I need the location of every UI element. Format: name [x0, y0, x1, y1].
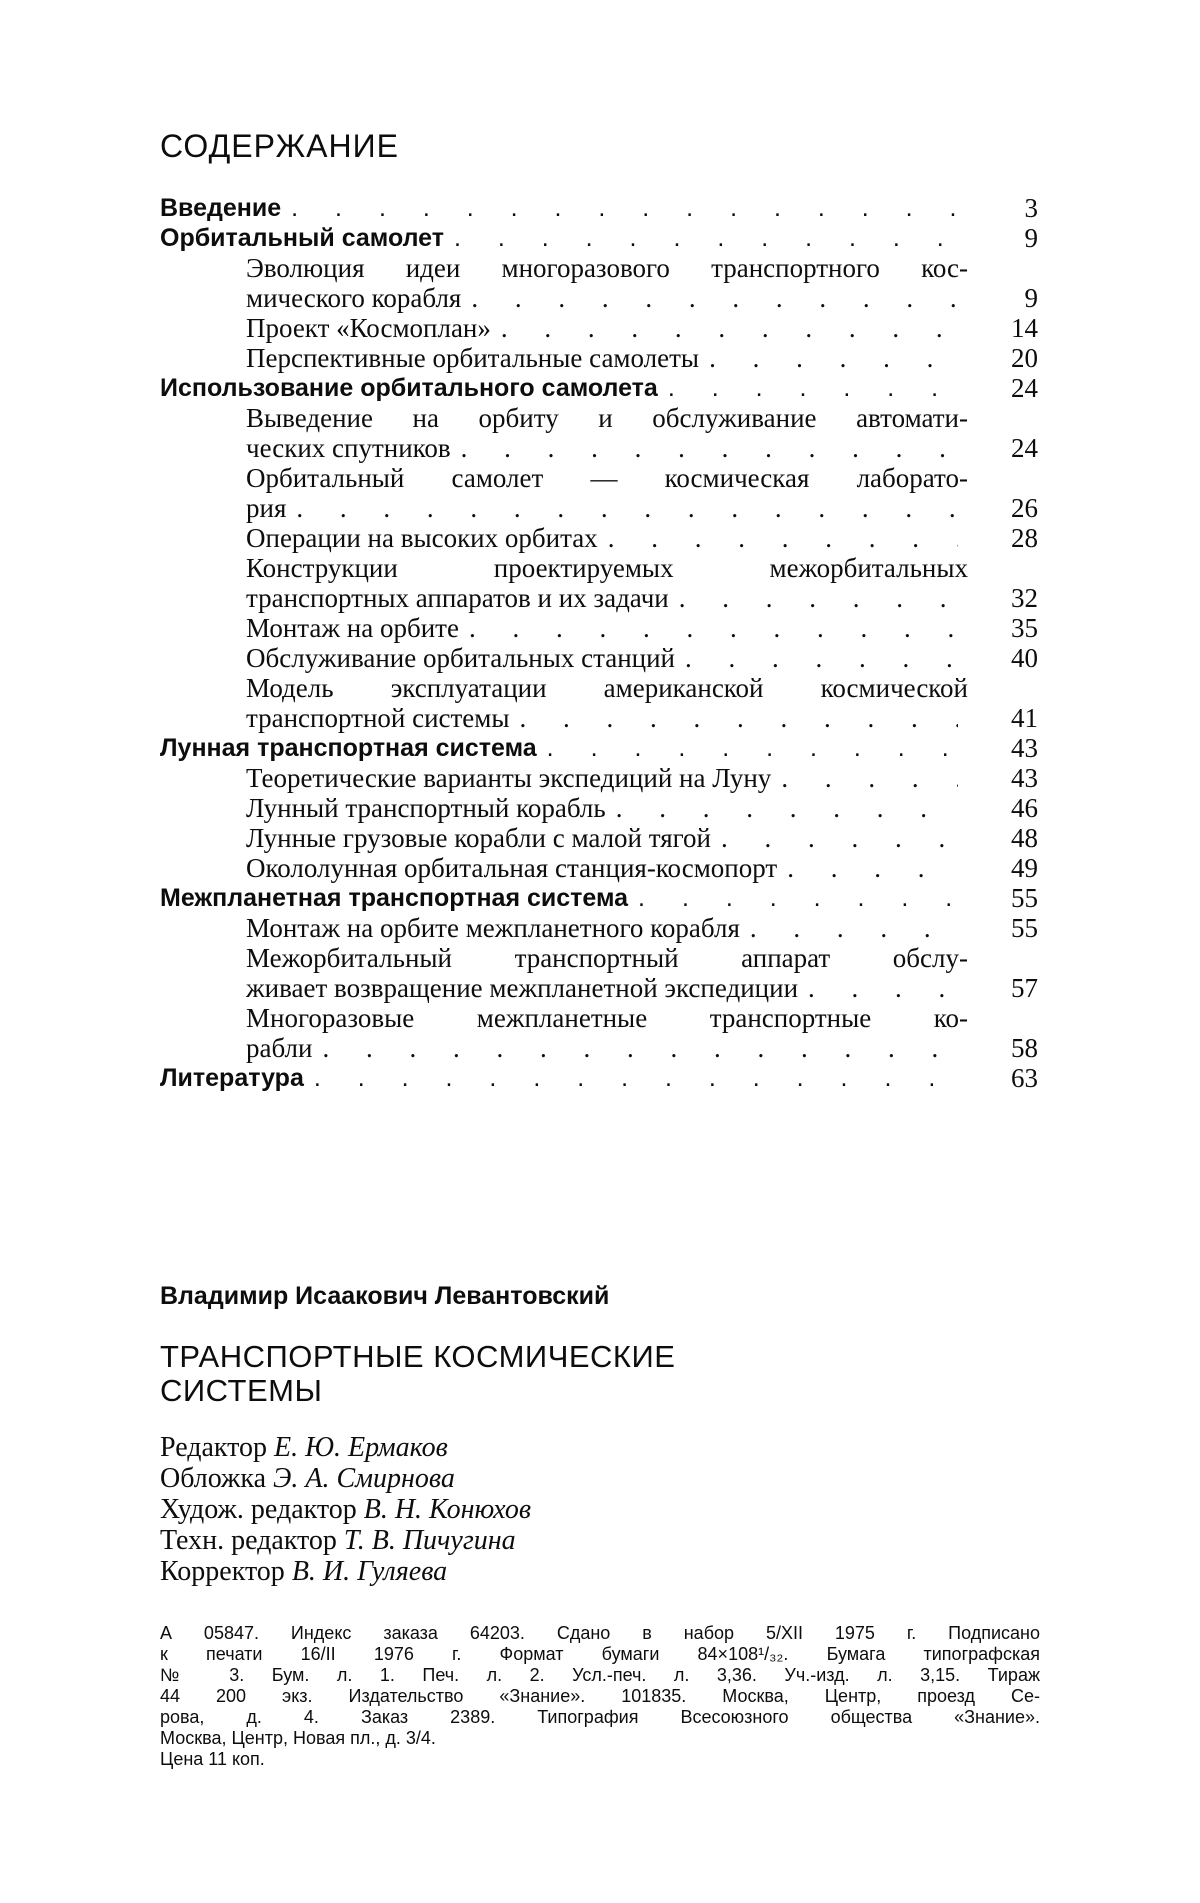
- dot-leader: [808, 973, 958, 1003]
- toc-subsection: [160, 853, 1038, 883]
- toc-entry-title-line: Конструкции проектируемых межорбитальных: [246, 553, 968, 583]
- toc-page-number: 20: [1011, 343, 1038, 373]
- toc-entry-title: Теоретические варианты экспедиций на Луну: [246, 763, 772, 793]
- credits: [160, 1432, 531, 1587]
- toc-page-number: 55: [1011, 883, 1038, 913]
- toc-entry-title: живает возвращение межпланетной экспедиции: [246, 973, 799, 1003]
- toc-page-number: 49: [1011, 853, 1038, 883]
- toc-entry-row: [160, 883, 1038, 913]
- table-of-contents: [160, 193, 1038, 1093]
- toc-subsection: [160, 943, 1038, 1003]
- toc-page-number: 24: [1011, 373, 1038, 403]
- toc-heading: СОДЕРЖАНИЕ: [160, 128, 399, 164]
- dot-leader: [501, 313, 958, 343]
- credit-role: Корректор: [160, 1556, 285, 1587]
- toc-page-number: 9: [1024, 283, 1038, 313]
- toc-entry-title: Перспективные орбитальные самолеты: [246, 343, 700, 373]
- toc-page-number: 46: [1011, 793, 1038, 823]
- dot-leader: [679, 583, 958, 613]
- credit-person: Т. В. Пичугина: [343, 1525, 516, 1556]
- toc-entry-row: [246, 343, 1038, 373]
- credit-person: В. Н. Конюхов: [363, 1494, 531, 1525]
- toc-page-number: 14: [1011, 313, 1038, 343]
- toc-page-number: 63: [1011, 1063, 1038, 1093]
- toc-subsection: [160, 763, 1038, 793]
- toc-subsection: [160, 823, 1038, 853]
- credit-person: Э. А. Смирнова: [273, 1463, 455, 1494]
- toc-entry-title-line: Модель эксплуатации американской космической: [246, 673, 968, 703]
- dot-leader: [787, 853, 958, 883]
- toc-subsection: [160, 523, 1038, 553]
- toc-page-number: 28: [1011, 523, 1038, 553]
- toc-entry-row: [246, 973, 1038, 1003]
- imprint: [160, 1623, 1040, 1770]
- dot-leader: [721, 823, 958, 853]
- toc-entry-row: [160, 1063, 1038, 1093]
- toc-entry-row: [246, 613, 1038, 643]
- book-title: [160, 1340, 675, 1408]
- toc-entry-title: мического корабля: [246, 283, 462, 313]
- toc-entry-title-line: Орбитальный самолет — космическая лаборато-: [246, 463, 968, 493]
- toc-entry-title: Операции на высоких орбитах: [246, 523, 598, 553]
- toc-subsection: [160, 553, 1038, 613]
- toc-subsection: [160, 793, 1038, 823]
- toc-entry-title-line: Выведение на орбиту и обслуживание автомати-: [246, 403, 968, 433]
- toc-entry-title: Введение: [160, 194, 282, 222]
- toc-subsection: [160, 643, 1038, 673]
- toc-subsection: [160, 613, 1038, 643]
- imprint-line: № 3. Бум. л. 1. Печ. л. 2. Усл.-печ. л. 3,36. Уч.-изд. л. 3,15. Тираж: [160, 1665, 1040, 1685]
- toc-entry-row: [246, 493, 1038, 523]
- dot-leader: [547, 733, 958, 763]
- book-title-line: ТРАНСПОРТНЫЕ КОСМИЧЕСКИЕ: [160, 1339, 676, 1374]
- toc-subsection: [160, 253, 1038, 313]
- toc-entry-row: [246, 433, 1038, 463]
- toc-page-number: 57: [1011, 973, 1038, 1003]
- toc-page-number: 43: [1011, 763, 1038, 793]
- credit-role: Худож. редактор: [160, 1494, 357, 1525]
- toc-entry-title: Литература: [160, 1064, 304, 1092]
- toc-section: [160, 193, 1038, 223]
- imprint-line: к печати 16/II 1976 г. Формат бумаги 84×108¹/₃₂. Бумага типографская: [160, 1644, 1040, 1664]
- toc-entry-row: [246, 763, 1038, 793]
- dot-leader: [471, 283, 958, 313]
- imprint-line: 44 200 экз. Издательство «Знание». 101835. Москва, Центр, проезд Се-: [160, 1686, 1040, 1706]
- toc-page-number: 41: [1011, 703, 1038, 733]
- credit-editor: [160, 1432, 531, 1463]
- toc-subsection: [160, 313, 1038, 343]
- toc-entry-title: транспортных аппаратов и их задачи: [246, 583, 669, 613]
- toc-section: [160, 1063, 1038, 1093]
- toc-entry-title: Лунные грузовые корабли с малой тягой: [246, 823, 711, 853]
- toc-subsection: [160, 673, 1038, 733]
- credit-role: Редактор: [160, 1432, 268, 1463]
- toc-entry-title: рия: [246, 493, 287, 523]
- toc-page-number: 32: [1011, 583, 1038, 613]
- toc-entry-row: [246, 523, 1038, 553]
- book-title-line: СИСТЕМЫ: [160, 1373, 323, 1408]
- toc-entry-title: ческих спутников: [246, 433, 451, 463]
- toc-entry-row: [246, 823, 1038, 853]
- toc-entry-title-line: Межорбитальный транспортный аппарат обслу-: [246, 943, 968, 973]
- toc-entry-title: рабли: [246, 1033, 313, 1063]
- toc-subsection: [160, 343, 1038, 373]
- dot-leader: [709, 343, 958, 373]
- toc-entry-row: [246, 643, 1038, 673]
- toc-section: [160, 223, 1038, 253]
- toc-entry-row: [160, 193, 1038, 223]
- toc-entry-title-line: Эволюция идеи многоразового транспортного кос-: [246, 253, 968, 283]
- toc-page-number: 58: [1011, 1033, 1038, 1063]
- toc-page-number: 9: [1024, 223, 1038, 253]
- author-name: Владимир Исаакович Левантовский: [160, 1282, 610, 1310]
- toc-entry-row: [160, 223, 1038, 253]
- dot-leader: [781, 763, 958, 793]
- dot-leader: [314, 1063, 958, 1093]
- toc-entry-row: [246, 793, 1038, 823]
- dot-leader: [469, 613, 958, 643]
- toc-entry-row: [246, 1033, 1038, 1063]
- toc-entry-row: [246, 703, 1038, 733]
- toc-entry-title: Окололунная орбитальная станция-космопорт: [246, 853, 778, 883]
- dot-leader: [296, 493, 958, 523]
- toc-subsection: [160, 403, 1038, 463]
- dot-leader: [322, 1033, 958, 1063]
- toc-entry-row: [246, 283, 1038, 313]
- toc-entry-row: [160, 733, 1038, 763]
- credit-role: Техн. редактор: [160, 1525, 337, 1556]
- credit-tech-editor: [160, 1525, 531, 1556]
- toc-entry-title: Лунный транспортный корабль: [246, 793, 606, 823]
- toc-entry-row: [246, 313, 1038, 343]
- toc-entry-title: Монтаж на орбите межпланетного корабля: [246, 913, 740, 943]
- toc-entry-row: [160, 373, 1038, 403]
- toc-page-number: 55: [1011, 913, 1038, 943]
- dot-leader: [668, 373, 958, 403]
- dot-leader: [520, 703, 958, 733]
- toc-page-number: 3: [1024, 193, 1038, 223]
- imprint-line: рова, д. 4. Заказ 2389. Типография Всесоюзного общества «Знание».: [160, 1707, 1040, 1727]
- toc-entry-title: Межпланетная транспортная система: [160, 884, 629, 912]
- credit-cover: [160, 1463, 531, 1494]
- dot-leader: [461, 433, 958, 463]
- toc-entry-title: Орбитальный самолет: [160, 224, 444, 252]
- toc-page-number: 40: [1011, 643, 1038, 673]
- credit-person: Е. Ю. Ермаков: [274, 1432, 448, 1463]
- toc-page-number: 43: [1011, 733, 1038, 763]
- imprint-price: Цена 11 коп.: [160, 1749, 265, 1769]
- toc-entry-title-line: Многоразовые межпланетные транспортные ко-: [246, 1003, 968, 1033]
- toc-subsection: [160, 463, 1038, 523]
- toc-page-number: 35: [1011, 613, 1038, 643]
- toc-page-number: 48: [1011, 823, 1038, 853]
- toc-subsection: [160, 1003, 1038, 1063]
- toc-section: [160, 733, 1038, 763]
- credit-person: В. И. Гуляева: [291, 1556, 448, 1587]
- credit-proofreader: [160, 1556, 531, 1587]
- imprint-line: А 05847. Индекс заказа 64203. Сдано в набор 5/XII 1975 г. Подписано: [160, 1623, 1040, 1643]
- toc-entry-row: [246, 853, 1038, 883]
- credit-art-editor: [160, 1494, 531, 1525]
- dot-leader: [454, 223, 958, 253]
- dot-leader: [685, 643, 958, 673]
- toc-entry-title: транспортной системы: [246, 703, 510, 733]
- toc-entry-title: Обслуживание орбитальных станций: [246, 643, 676, 673]
- toc-entry-title: Использование орбитального самолета: [160, 374, 658, 402]
- dot-leader: [291, 193, 958, 223]
- imprint-line: Москва, Центр, Новая пл., д. 3/4.: [160, 1728, 436, 1748]
- toc-entry-title: Проект «Космоплан»: [246, 313, 491, 343]
- dot-leader: [616, 793, 958, 823]
- toc-entry-title: Лунная транспортная система: [160, 734, 537, 762]
- toc-entry-row: [246, 583, 1038, 613]
- toc-page-number: 24: [1011, 433, 1038, 463]
- toc-subsection: [160, 913, 1038, 943]
- toc-entry-row: [246, 913, 1038, 943]
- toc-entry-title: Монтаж на орбите: [246, 613, 459, 643]
- toc-section: [160, 883, 1038, 913]
- dot-leader: [750, 913, 958, 943]
- dot-leader: [608, 523, 958, 553]
- toc-section: [160, 373, 1038, 403]
- toc-page-number: 26: [1011, 493, 1038, 523]
- dot-leader: [638, 883, 958, 913]
- credit-role: Обложка: [160, 1463, 266, 1494]
